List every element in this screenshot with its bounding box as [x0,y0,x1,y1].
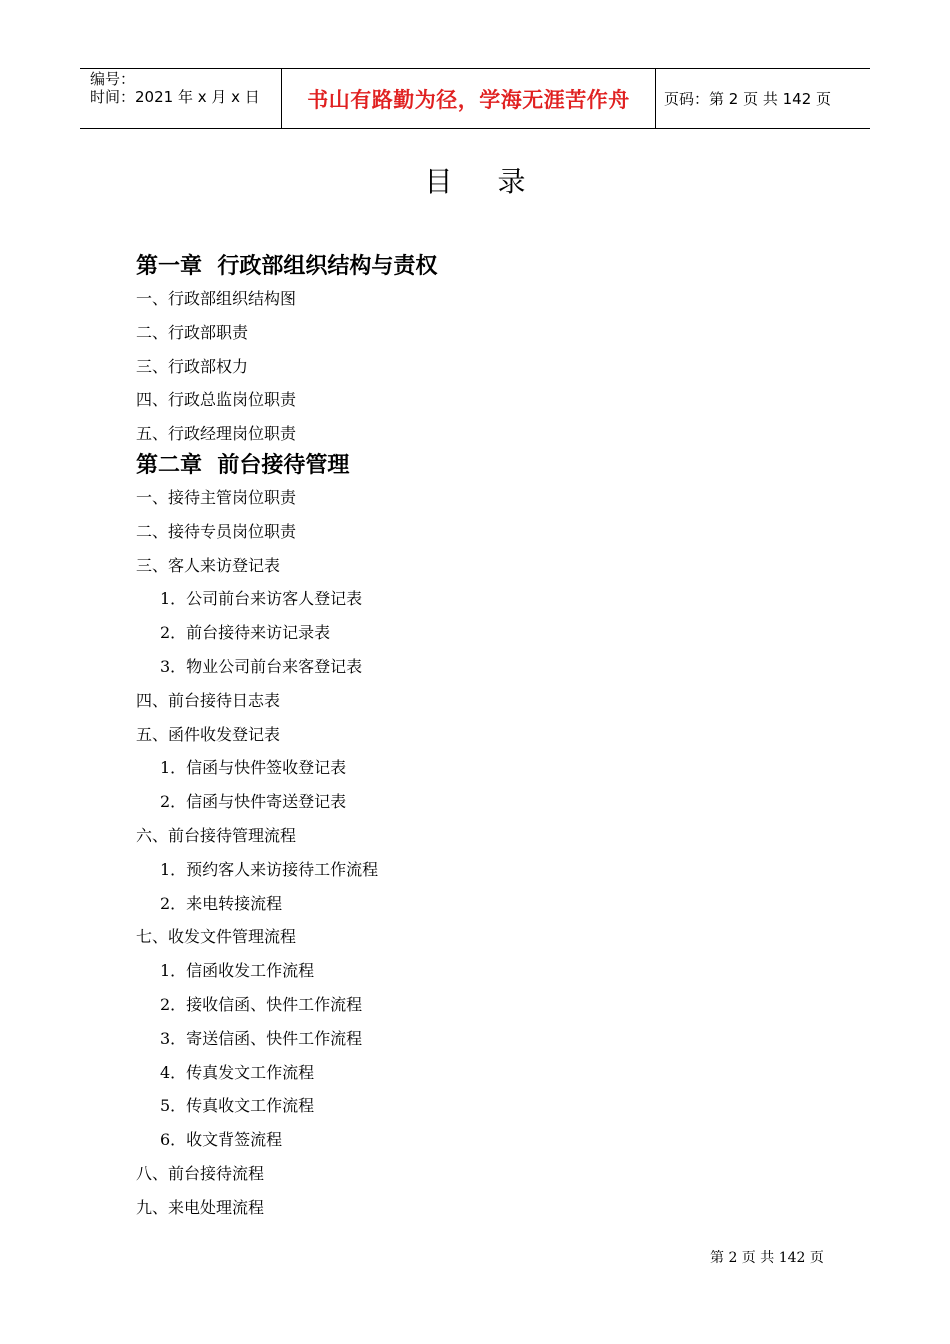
toc-chapter-heading: 第一章 行政部组织结构与责权 [136,254,438,279]
toc-item: 八、前台接待流程 [136,1163,265,1183]
toc-subitem: 6．收文背签流程 [160,1130,283,1150]
toc-subitem: 2．前台接待来访记录表 [160,623,331,643]
header-bottom-rule [80,128,870,129]
header-top-rule [80,68,870,69]
toc-subitem: 1．预约客人来访接待工作流程 [160,859,379,879]
toc-subitem: 5．传真收文工作流程 [160,1096,315,1116]
toc-subitem: 1．公司前台来访客人登记表 [160,589,363,609]
toc-subitem: 2．信函与快件寄送登记表 [160,792,347,812]
page-title: 目 录 [424,165,544,198]
header-number-label: 编号： [90,70,136,88]
toc-item: 四、前台接待日志表 [136,690,281,710]
header-time-label: 时间：2021 年 x 月 x 日 [90,88,260,106]
toc-item: 三、行政部权力 [136,356,249,376]
toc-item: 四、行政总监岗位职责 [136,390,297,410]
toc-subitem: 1．信函收发工作流程 [160,961,315,981]
toc-subitem: 2．来电转接流程 [160,893,283,913]
toc-subitem: 2．接收信函、快件工作流程 [160,994,363,1014]
toc-item: 二、接待专员岗位职责 [136,521,297,541]
toc-chapter-heading: 第二章 前台接待管理 [136,452,350,478]
toc-item: 五、行政经理岗位职责 [136,424,297,444]
toc-item: 五、函件收发登记表 [136,724,281,744]
header-divider [655,68,656,128]
toc-item: 二、行政部职责 [136,322,249,342]
header-page-info: 页码：第 2 页 共 142 页 [664,90,832,108]
table-of-contents [136,252,836,1225]
toc-subitem: 1．信函与快件签收登记表 [160,758,347,778]
toc-subitem: 3．物业公司前台来客登记表 [160,656,363,676]
page-footer: 第 2 页 共 142 页 [710,1250,824,1266]
header-meta [90,70,260,106]
toc-item: 七、收发文件管理流程 [136,927,297,947]
header-motto: 书山有路勤为径，学海无涯苦作舟 [307,88,630,112]
toc-item: 一、行政部组织结构图 [136,289,297,308]
toc-item: 三、客人来访登记表 [136,555,281,575]
toc-item: 一、接待主管岗位职责 [136,487,297,507]
toc-subitem: 4．传真发文工作流程 [160,1062,315,1082]
toc-item: 九、来电处理流程 [136,1197,265,1217]
toc-item: 六、前台接待管理流程 [136,825,297,845]
toc-subitem: 3．寄送信函、快件工作流程 [160,1028,363,1048]
